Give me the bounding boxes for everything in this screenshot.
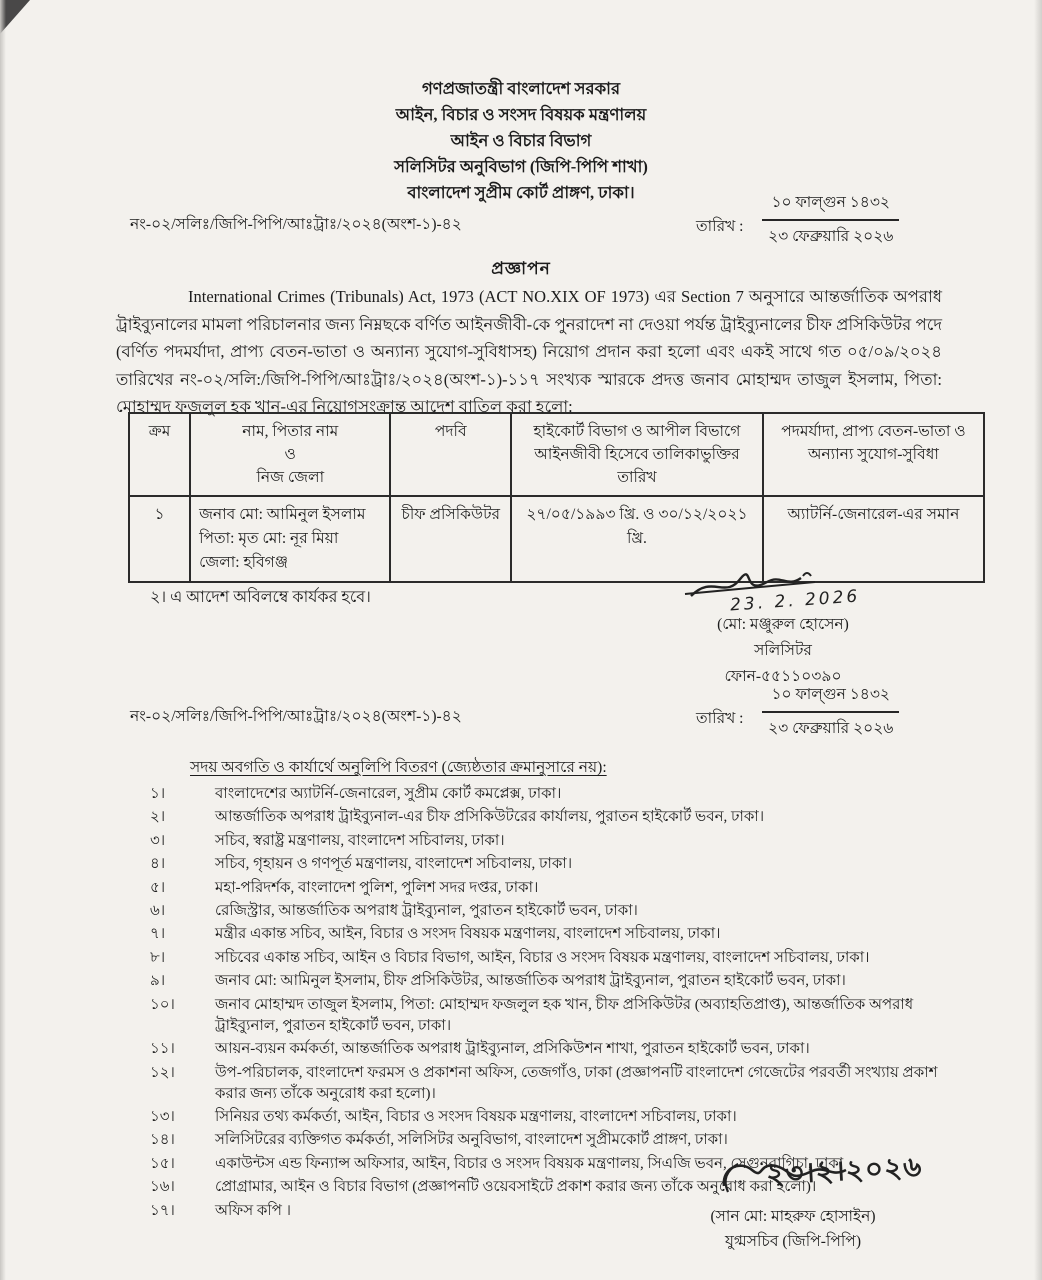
header-serial: ক্রম	[129, 413, 190, 496]
signature-scrawl	[638, 566, 928, 616]
item-text: সচিব, স্বরাষ্ট্র মন্ত্রণালয়, বাংলাদেশ সচিবালয়, ঢাকা।	[215, 832, 505, 849]
cell-name: জনাব মো: আমিনুল ইসলাম পিতা: মৃত মো: নূর মিয়া জেলা: হবিগঞ্জ	[190, 496, 390, 582]
item-text: অফিস কপি ।	[215, 1202, 291, 1219]
item-number: ১১।	[150, 1041, 175, 1058]
item-text: জনাব মোহাম্মদ তাজুল ইসলাম, পিতা: মোহাম্মদ ফজলুল হক খান, চীফ প্রসিকিউটর (অব্যাহতিপ্রাপ্ত), আন্তর্জাতিক অপরাধ ট্রাইব্যুনাল, পুরাতন হাইকোর্ট ভবন, ঢাকা।	[215, 996, 914, 1034]
list-item	[150, 948, 962, 969]
header-status: পদমর্যাদা, প্রাপ্য বেতন-ভাতা ও অন্যান্য সুযোগ-সুবিধা	[763, 413, 984, 496]
list-item	[150, 924, 962, 945]
solicitor-name: (মো: মঞ্জুরুল হোসেন)	[717, 616, 849, 633]
distribution-heading: সদয় অবগতি ও কার্যার্থে অনুলিপি বিতরণ (জ্যেষ্ঠতার ক্রমানুসারে নয়):	[190, 759, 607, 776]
item-number: ৯।	[150, 973, 166, 990]
list-item	[150, 1063, 962, 1105]
list-item	[150, 878, 962, 899]
item-number: ১২।	[150, 1064, 175, 1081]
date-block-bottom	[696, 682, 904, 742]
item-number: ১৭।	[150, 1202, 175, 1219]
item-text: মহা-পরিদর্শক, বাংলাদেশ পুলিশ, পুলিশ সদর দপ্তর, ঢাকা।	[215, 879, 539, 896]
memo-number-top: নং-০২/সলিঃ/জিপি-পিপি/আঃট্রাঃ/২০২৪(অংশ-১)-৪২	[130, 216, 462, 233]
item-number: ৩।	[150, 832, 166, 849]
item-number: ১।	[150, 786, 166, 802]
item-text: জনাব মো: আমিনুল ইসলাম, চীফ প্রসিকিউটর, আন্তর্জাতিক অপরাধ ট্রাইব্যুনাল, পুরাতন হাইকোর্ট ভবন, ঢাকা।	[215, 973, 846, 990]
appointment-table	[128, 412, 985, 583]
item-number: ১৪।	[150, 1132, 175, 1149]
date-label: তারিখ :	[696, 218, 744, 235]
address-line: বাংলাদেশ সুপ্রীম কোর্ট প্রাঙ্গণ, ঢাকা।	[407, 183, 635, 202]
letterhead	[0, 76, 1042, 206]
item-text: রেজিস্ট্রার, আন্তর্জাতিক অপরাধ ট্রাইব্যুনাল, পুরাতন হাইকোর্ট ভবন, ঢাকা।	[215, 902, 638, 919]
date-fraction	[757, 682, 904, 742]
item-text: প্রোগ্রামার, আইন ও বিচার বিভাগ (প্রজ্ঞাপনটি ওয়েবসাইটে প্রকাশ করার জন্য তাঁকে অনুরোধ করা হলো)।	[215, 1179, 817, 1196]
handwritten-date-top: 23. 2. 2026	[729, 586, 861, 616]
cell-status: অ্যাটর্নি-জেনারেল-এর সমান	[763, 496, 984, 582]
item-number: ৭।	[150, 926, 166, 943]
item-number: ১০।	[150, 996, 175, 1013]
item-number: ২।	[150, 809, 166, 826]
table-header-row	[129, 413, 984, 496]
item-text: সলিসিটরের ব্যক্তিগত কর্মকর্তা, সলিসিটর অনুবিভাগ, বাংলাদেশ সুপ্রীমকোর্ট প্রাঙ্গণ, ঢাকা।	[215, 1132, 728, 1149]
date-fraction	[757, 190, 904, 250]
effective-clause: ২। এ আদেশ অবিলম্বে কার্যকর হবে।	[150, 589, 371, 606]
division-name: আইন ও বিচার বিভাগ	[450, 131, 592, 150]
header-enrollment-date: হাইকোর্ট বিভাগ ও আপীল বিভাগে আইনজীবী হিসেবে তালিকাভুক্তির তারিখ	[511, 413, 763, 496]
solicitor-signature-block	[638, 566, 928, 690]
government-name: গণপ্রজাতন্ত্রী বাংলাদেশ সরকার	[421, 79, 621, 98]
item-number: ১৩।	[150, 1109, 175, 1126]
cell-enrollment-date: ২৭/০৫/১৯৯৩ খ্রি. ও ৩০/১২/২০২১ খ্রি.	[511, 496, 763, 582]
item-text: সচিব, গৃহায়ন ও গণপূর্ত মন্ত্রণালয়, বাংলাদেশ সচিবালয়, ঢাকা।	[215, 856, 573, 873]
ministry-name: আইন, বিচার ও সংসদ বিষয়ক মন্ত্রণালয়	[395, 105, 647, 124]
cell-designation: চীফ প্রসিকিউটর	[390, 496, 511, 582]
list-item	[150, 854, 962, 875]
list-item	[150, 807, 962, 828]
notification-body: International Crimes (Tribunals) Act, 1973 (ACT NO.XIX OF 1973) এর Section 7 অনুসারে আন্তর্জাতিক অপরাধ ট্রাইব্যুনালের মামলা পরিচালনার জন্য নিম্নছকে বর্ণিত আইনজীবী-কে পুনরাদেশ না দেওয়া পর্যন্ত ট্রাইব্যুনালের চীফ প্রসিকিউটর পদে (বর্ণিত পদমর্যাদা, প্রাপ্য বেতন-ভাতা ও অন্যান্য সুযোগ-সুবিধাসহ) নিয়োগ প্রদান করা হলো এবং একই সাথে গত ০৫/০৯/২০২৪ তারিখের নং-০২/সলি:/জিপি-পিপি/আঃট্রাঃ/২০২৪(অংশ-১)-১১৭ সংখ্যক স্মারকে প্রদত্ত জনাব মোহাম্মদ তাজুল ইসলাম, পিতা: মোহাম্মদ ফজলুল হক খান-এর নিয়োগসংক্রান্ত আদেশ বাতিল করা হলো:	[116, 287, 942, 416]
date-block-top	[696, 190, 904, 250]
item-number: ৪।	[150, 856, 166, 873]
list-item	[150, 784, 962, 805]
list-item	[150, 1107, 962, 1128]
memo-number-bottom: নং-০২/সলিঃ/জিপি-পিপি/আঃট্রাঃ/২০২৪(অংশ-১)-৪২	[130, 708, 462, 725]
notification-title: প্রজ্ঞাপন	[491, 259, 551, 278]
list-item	[150, 995, 962, 1037]
joint-secretary-name: (সান মো: মাহরুফ হোসাইন)	[710, 1208, 876, 1225]
handwritten-date-bottom: ২৩।২।২০২৬	[765, 1149, 924, 1192]
item-number: ৮।	[150, 949, 166, 966]
list-item	[150, 971, 962, 992]
item-text: সিনিয়র তথ্য কর্মকর্তা, আইন, বিচার ও সংসদ বিষয়ক মন্ত্রণালয়, বাংলাদেশ সচিবালয়, ঢাকা।	[215, 1109, 737, 1126]
item-text: আন্তর্জাতিক অপরাধ ট্রাইব্যুনাল-এর চীফ প্রসিকিউটরের কার্যালয়, পুরাতন হাইকোর্ট ভবন, ঢাকা।	[215, 809, 765, 826]
header-name: নাম, পিতার নাম ও নিজ জেলা	[190, 413, 390, 496]
list-item	[150, 1039, 962, 1060]
date-gregorian: ২৩ ফেব্রুয়ারি ২০২৬	[762, 219, 899, 250]
item-number: ৫।	[150, 879, 166, 896]
item-text: একাউন্টস এন্ড ফিন্যান্স অফিসার, আইন, বিচার ও সংসদ বিষয়ক মন্ত্রণালয়, সিএজি ভবন, সেগুনবাগিচা, ঢাকা	[215, 1155, 844, 1172]
date-label: তারিখ :	[696, 710, 744, 727]
joint-secretary-signature-block	[628, 1149, 958, 1254]
list-item	[150, 901, 962, 922]
list-item	[150, 831, 962, 852]
item-text: উপ-পরিচালক, বাংলাদেশ ফরমস ও প্রকাশনা অফিস, তেজগাঁও, ঢাকা (প্রজ্ঞাপনটি বাংলাদেশ গেজেটের পরবর্তী সংখ্যায় প্রকাশ করার জন্য তাঁকে অনুরোধ করা হলো)।	[215, 1064, 938, 1102]
item-text: বাংলাদেশের অ্যাটর্নি-জেনারেল, সুপ্রীম কোর্ট কমপ্লেক্স, ঢাকা।	[215, 786, 562, 802]
solicitor-phone: ফোন-৫৫১১০৩৯০	[724, 668, 842, 685]
date-bangla: ১০ ফাল্গুন ১৪৩২	[771, 194, 890, 211]
item-number: ৬।	[150, 902, 166, 919]
date-bangla: ১০ ফাল্গুন ১৪৩২	[771, 686, 890, 703]
joint-secretary-title: যুগ্মসচিব (জিপি-পিপি)	[724, 1233, 861, 1250]
cell-serial: ১	[129, 496, 190, 582]
item-number: ১৫।	[150, 1155, 175, 1172]
item-number: ১৬।	[150, 1179, 175, 1196]
item-text: আয়ন-ব্যয়ন কর্মকর্তা, আন্তর্জাতিক অপরাধ ট্রাইব্যুনাল, প্রসিকিউশন শাখা, পুরাতন হাইকোর্ট ভবন, ঢাকা।	[215, 1041, 810, 1058]
item-text: সচিবের একান্ত সচিব, আইন ও বিচার বিভাগ, আইন, বিচার ও সংসদ বিষয়ক মন্ত্রণালয়, বাংলাদেশ সচিবালয়, ঢাকা।	[215, 949, 870, 966]
item-text: মন্ত্রীর একান্ত সচিব, আইন, বিচার ও সংসদ বিষয়ক মন্ত্রণালয়, বাংলাদেশ সচিবালয়, ঢাকা।	[215, 926, 721, 943]
header-designation: পদবি	[390, 413, 511, 496]
wing-name: সলিসিটর অনুবিভাগ (জিপি-পিপি শাখা)	[394, 157, 648, 176]
solicitor-title: সলিসিটর	[754, 642, 812, 659]
date-gregorian: ২৩ ফেব্রুয়ারি ২০২৬	[762, 711, 899, 742]
signature-scrawl	[628, 1149, 958, 1204]
list-item	[150, 1130, 962, 1151]
